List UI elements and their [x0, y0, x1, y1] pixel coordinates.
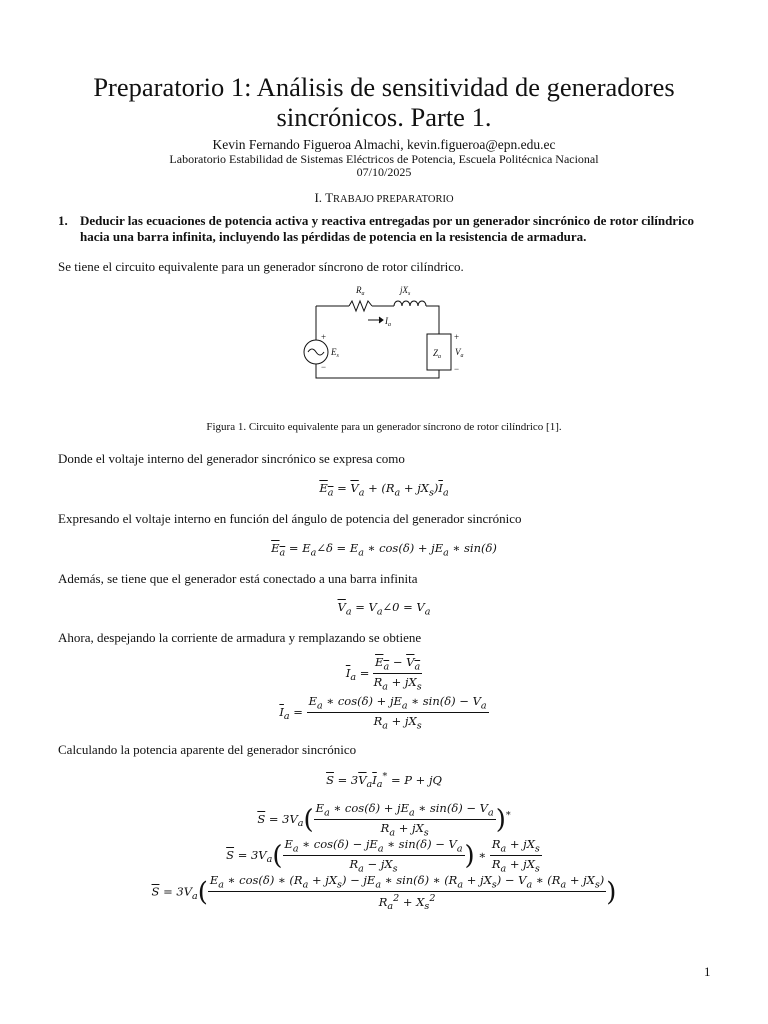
label-jxs: $jX_s$: [400, 285, 411, 297]
section-number: I.: [314, 190, 323, 205]
label-ia: $I_a$: [385, 316, 391, 328]
paper-title: Preparatorio 1: Análisis de sensitividad de generadores sincrónicos. Parte 1.: [93, 72, 675, 132]
equation-6: $\overline{S} = 3\overline{V}_a\overline{I}_a^* = P$ + jQ: [326, 771, 442, 791]
equation-8: $\overline{S} = 3V_a$( $\frac{E_a ∗ \cos(\delta) - jE_a ∗ \sin(\delta) - V_a}{R_a - jX_s}$ ) ∗ $\frac{R_a + jX_s}{R_a + jX_s}$: [226, 837, 540, 875]
affiliation-line: Laboratorio Estabilidad de Sistemas Eléctricos de Potencia, Escuela Politécnica Nacional: [169, 152, 599, 166]
paragraph-armature: Ahora, despejando la corriente de armadura y remplazando se obtiene: [58, 630, 422, 645]
top-wire-right: [426, 306, 439, 334]
paragraph-angle: Expresando el voltaje interno en función del ángulo de potencia del generador sincrónico: [58, 511, 522, 526]
equation-9: $\overline{S} = 3V_a$( $E_a$ ∗ cos(δ) ∗ $(R_a + jX_s) - jE_a$ ∗ sin(δ) ∗ $(R_a + jX_s) - V_a$ ∗ $(R_a + jX_s)$ $R_a^2 + X_s^2$ ): [151, 873, 617, 913]
circuit-figure: [294, 282, 474, 392]
equation-5: $\overline{I}_a$ = $\frac{E_a ∗ \cos(\delta) + jE_a ∗ \sin(\delta) - V_a}{R_a + jX_s}$: [279, 694, 487, 732]
minus-right: −: [454, 364, 460, 374]
inductor-coil: [394, 301, 426, 306]
minus-left: −: [321, 362, 327, 372]
paragraph-circuit-intro: Se tiene el circuito equivalente para un generador síncrono de rotor cilíndrico.: [58, 259, 464, 274]
section-heading: [40, 190, 728, 206]
label-za: $Z_a$: [433, 348, 442, 360]
label-va: $V_a$: [455, 347, 464, 359]
label-ra: $R_a$: [356, 285, 365, 297]
question-text: Deducir las ecuaciones de potencia activa y reactiva entregadas por un generador sincrónico de rotor cilíndrico hacia una barra infinita, incluyendo las pérdidas de potencia en la resistencia de armadura.: [80, 213, 694, 244]
equation-3: $\overline{V}_a$ = $V_a\angle 0 = V_a$: [337, 600, 431, 618]
label-ea: $E_s$: [331, 347, 339, 359]
equation-7: $\overline{S} = 3V_a$( $\frac{E_a ∗ \cos(\delta) + jE_a ∗ \sin(\delta) - V_a}{R_a + jX_s}$ )*: [257, 801, 511, 839]
section-rest: RABAJO PREPARATORIO: [333, 194, 454, 205]
figure-caption: Figura 1. Circuito equivalente para un generador síncrono de rotor cilíndrico [1].: [206, 421, 562, 433]
paragraph-apparent-power: Calculando la potencia aparente del generador sincrónico: [58, 742, 357, 757]
plus-right: +: [454, 332, 460, 342]
date-line: 07/10/2025: [356, 165, 412, 179]
equation-1: $E_a = \overline{V}_a + (R_a + jX_s)\overline{I}_a$: [319, 481, 449, 499]
load-box: [427, 334, 451, 370]
source-tilde: [308, 349, 324, 355]
equation-2: $E_a$ = $E_a\angle\delta = E_a$ ∗ $\cos(\delta) + jE_a$ ∗ sin(δ): [271, 541, 497, 559]
paragraph-internal-voltage: Donde el voltaje interno del generador sincrónico se expresa como: [58, 451, 405, 466]
section-first-letter: T: [325, 190, 334, 205]
author-line: Kevin Fernando Figueroa Almachi, kevin.figueroa@epn.edu.ec: [212, 137, 556, 152]
left-wire: [316, 306, 442, 378]
page-number: 1: [704, 964, 711, 979]
equation-4: $\overline{I}_a$ = $\frac{E_a - V_a}{R_a + jX_s}$: [345, 655, 422, 693]
plus-left: +: [321, 332, 327, 342]
paragraph-infinite-bus: Además, se tiene que el generador está conectado a una barra infinita: [58, 571, 418, 586]
question-number: 1.: [58, 213, 68, 228]
resistor-zigzag: [349, 301, 372, 311]
